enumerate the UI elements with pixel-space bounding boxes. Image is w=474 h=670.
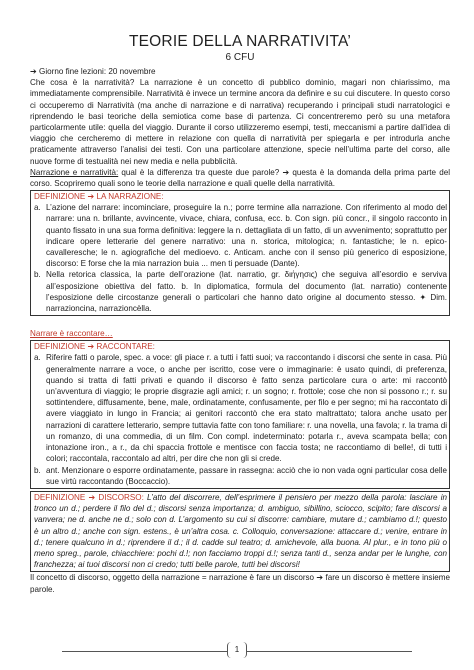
item-label: b. <box>34 270 41 280</box>
definition-raccontare-b <box>34 465 447 487</box>
item-label: a. <box>34 203 41 213</box>
narrare-heading: Narrare è raccontare… <box>30 329 113 339</box>
lesson-end-note: ➔ Giorno fine lezioni: 20 novembre <box>30 67 156 76</box>
definition-narrazione-header: DEFINIZIONE ➔ LA NARRAZIONE: <box>34 192 164 202</box>
intro-paragraph: Che cosa è la narratività? La narrazione è un concetto di pubblico dominio, magari non chiarissimo, ma immediatamente comprensibile. Narratività è invece un termine ancora da definire e su cui discutere. In questo corso ci occuperemo di Narratività (ma anche di narrazione e di narrativa) recuperando i principali studi narratologici e riprendendo le basi teoriche della semiotica come base di partenza. Ci concentreremo però su una metafora particolarmente utile: quella del viaggio. Durante il corso utilizzeremo esempi, testi, meccanismi a partire dall’idea di viaggio che cercheremo di mettere in relazione con quella di narratività per spiegarla e per introdurla anche praticamente attraverso l’analisi dei testi. Con una particolare attenzione, specie nell’ultima parte del corso, alle nuove forme di testualità nei new media e nella pubblicità. <box>30 78 450 166</box>
definition-discorso-body: L’atto del discorrere, dell’esprimere il pensiero per mezzo della parola: lasciare in tronco un d.; perdere il filo del d.; discorsi senza importanza; d. ambiguo, sibillino, sciocco, scipito; fare discorsi a vanvera; ne d. anche ne d.; solo con d. L’argomento su cui si discorre: cambiare, mutare d.; cambiamo d.!; questo è un altro d.; anche con sign. estens., è un’altra cosa. c. Colloquio, conversazione: attaccare d.; venire, entrare in d.; tenere qualcuno in d.; riprendere il d.; il d. cadde sul teatro; d. amichevole, alla buona. Al plur., e in tono più o meno spreg., parole, chiacchiere: pochi d.!; non facciamo troppi d.!; senza tanti d., senza andar per le lunghe, con franchezza; ai tuoi discorsi non ci credo; tutti belle parole, tutti bei discorsi! <box>34 492 447 570</box>
closing-paragraph: Il concetto di discorso, oggetto della narrazione = narrazione è fare un discorso ➔ fare un discorso è mettere insieme parole. <box>30 573 450 594</box>
definition-raccontare-a <box>34 352 447 464</box>
item-text: Nella retorica classica, la parte dell’orazione (lat. narratio, gr. διήγησις) che seguiva all’esordio e serviva all’esposizione obiettiva del fatto. b. In diplomatica, formula del documento (lat. narratio) contenente l’esposizione delle circostanze generali o particolari che hanno dato origine al documento stesso. ✦ Dim. narrazioncina, narrazioncèlla. <box>46 270 447 314</box>
item-text: Riferire fatti o parole, spec. a voce: gli piace r. a tutti i fatti suoi; va raccontando i discorsi che sente in casa. Più generalmente narrare a voce, o anche per iscritto, cose vere o immaginarie: è usato quindi, di preferenza, quando si tratta di fatti privati e quando il discorso è fatto senza particolare cura o arte: mi raccontò un’avventura di viaggio; le proprie disgrazie agli amici; r. un sogno; r. frottole; cose che non si possono r.; r. su sottintendere, diffusamente, bene, male, ordinatamente, confusamente, per filo e per segno; mi ha raccontato di avere viaggiato in lungo in Francia; ai genitori raccontò che era stato maltrattato; talora anche usato per narrazioni di carattere letterario, sempre tuttavia fatte con tono familiare: r. una novella, una favola; r. la trama di un romanzo, di una commedia, di un film. Con compl. indeterminato: potarla r., aveva scampata bella; con intonazione iron., a r., da chi spaccia frottole e mentisce con faccia tosta; ne raccontiamo di belle!, di tutti i colori; raccontala, raccontalo ad altri, per dire che non gli si crede. <box>46 353 447 464</box>
item-text: L’azione del narrare: incominciare, proseguire la n.; porre termine alla narrazione. Con riferimento al modo del narrare: una n. brillante, avvincente, vivace, chiara, confusa, ecc. b. Con sign. più concr., il singolo racconto in quanto fissato in una sua forma definitiva: leggere la n. dettagliata di un fatto, di un avvenimento; soprattutto per indicare opere letterarie del genere narrativo: una n. storica, mitologica; n. fantastiche; le n. epico-cavalleresche; le n. agiografiche del medioevo. c. Anticam. anche con il senso più generico di esposizione, discorso: E forse che la mia narrazion buia ... men ti persuade (Dante). <box>46 203 447 269</box>
definition-narrazione-b <box>34 269 447 314</box>
definition-narrazione-a <box>34 202 447 269</box>
document-title: TEORIE DELLA NARRATIVITA’ <box>128 33 352 50</box>
credits-subtitle: 6 CFU <box>225 52 255 63</box>
definition-discorso-header: DEFINIZIONE ➔ DISCORSO: <box>34 492 144 502</box>
question-text: qual è la differenza tra queste due parole? ➔ questa è la domanda della prima parte del corso. Scopriremo quali sono le teorie della narrazione e quali quelle della narratività. <box>30 167 451 189</box>
item-label: a. <box>34 353 41 363</box>
item-text: ant. Menzionare o esporre ordinatamente, passare in rassegna: acciò che io non vada ogni particular cosa delle sue virtù raccontando (Boccaccio). <box>46 465 447 486</box>
item-label: b. <box>34 465 41 475</box>
definition-narrazione-box <box>30 190 450 316</box>
definition-raccontare-header: DEFINIZIONE ➔ RACCONTARE: <box>34 342 155 352</box>
page-number: 1 <box>227 642 247 658</box>
definition-discorso-text <box>34 492 447 570</box>
definition-discorso-box <box>30 491 450 572</box>
question-label: Narrazione e narratività: <box>30 167 119 177</box>
definition-raccontare-box <box>30 340 450 488</box>
question-paragraph <box>30 167 450 189</box>
document-page <box>30 33 450 595</box>
